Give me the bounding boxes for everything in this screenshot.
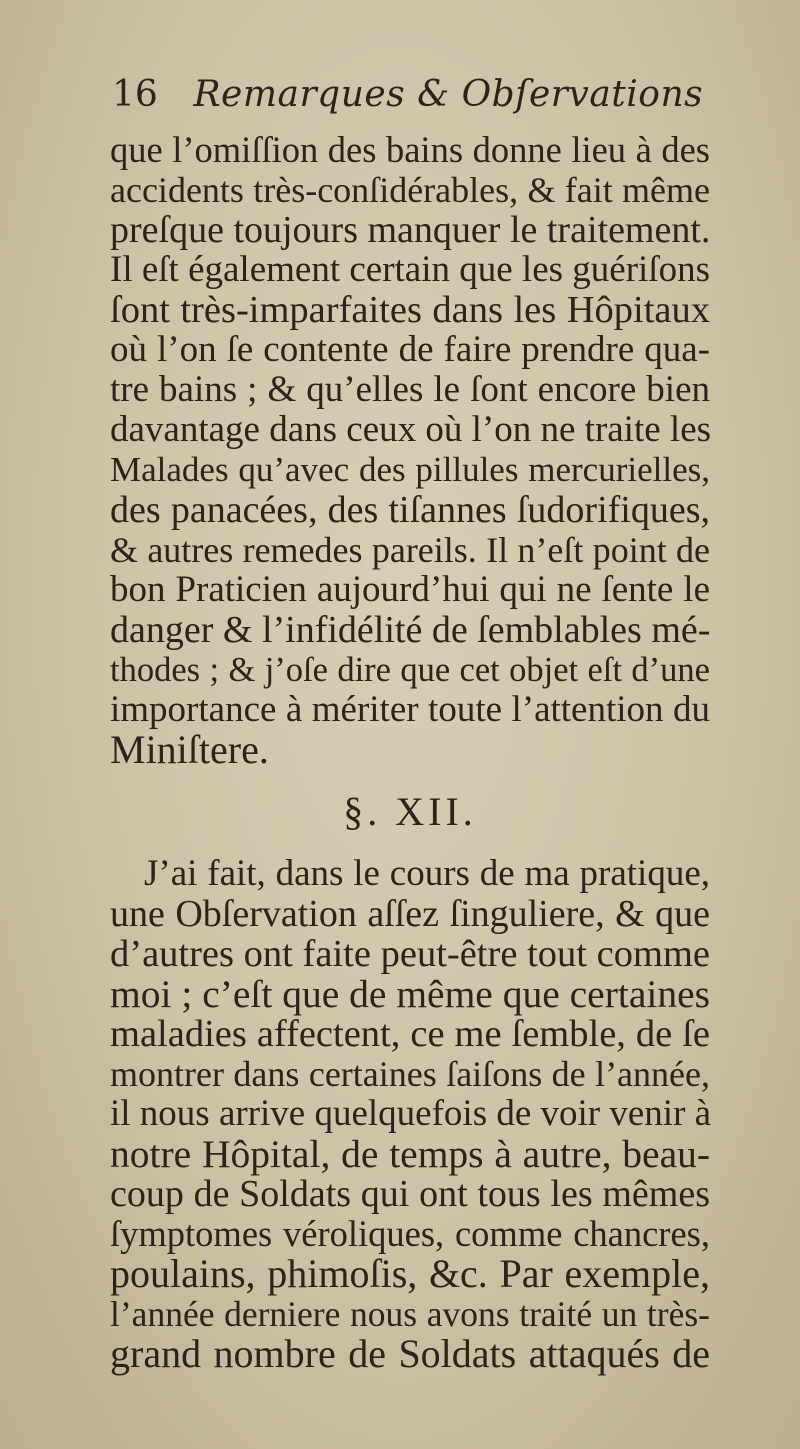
- text-line: maladies affectent, ce me ſemble, de ſe: [110, 1013, 710, 1055]
- page-number: 16: [112, 74, 158, 115]
- text-line: il nous arrive quelquefois de voir venir à: [110, 1093, 712, 1134]
- text-line: l’année derniere nous avons traité un très-: [110, 1294, 710, 1334]
- text-line: moi ; c’eſt que de même que certaines: [110, 972, 710, 1016]
- text-line: Il eſt également certain que les guériſons: [110, 249, 710, 290]
- text-line: des panacées, des tiſannes ſudorifiques,: [110, 489, 710, 531]
- text-line: une Obſervation aſſez ſinguliere, & que: [110, 893, 710, 935]
- text-line: coup de Soldats qui ont tous les mêmes: [110, 1173, 710, 1215]
- text-line: J’ai fait, dans le cours de ma pratique,: [144, 853, 710, 894]
- text-line: davantage dans ceux où l’on ne traite les: [110, 409, 712, 450]
- main-text: [110, 130, 710, 1374]
- text-line: notre Hôpital, de temps à autre, beau-: [110, 1132, 710, 1176]
- text-line: accidents très-conſidérables, & fait même: [110, 170, 710, 210]
- text-line: où l’on ſe contente de faire prendre qua-: [110, 329, 710, 370]
- text-line: d’autres ont faite peut-être tout comme: [110, 933, 710, 975]
- text-line: importance à mériter toute l’attention du: [110, 689, 710, 730]
- text-line: tre bains ; & qu’elles le ſont encore bien: [110, 369, 710, 410]
- text-line: bon Praticien aujourd’hui qui ne ſente le: [110, 569, 710, 610]
- text-line: montrer dans certaines ſaiſons de l’année,: [110, 1054, 710, 1094]
- running-head: Remarques & Obſervations: [193, 74, 704, 115]
- section-heading: §. XII.: [343, 789, 477, 834]
- text-line: & autres remedes pareils. Il n’eſt point de: [110, 530, 710, 570]
- page-header: [112, 70, 732, 120]
- text-line: danger & l’infidélité de ſemblables mé-: [110, 609, 711, 651]
- text-line: preſque toujours manquer le traitement.: [110, 209, 711, 251]
- text-line: ſymptomes véroliques, comme chancres,: [110, 1213, 710, 1254]
- text-line: Malades qu’avec des pillules mercurielles,: [110, 450, 710, 489]
- text-line: Miniſtere.: [110, 727, 269, 772]
- text-line: grand nombre de Soldats attaqués de: [110, 1331, 710, 1376]
- text-line: ſont très-imparfaites dans les Hôpitaux: [110, 289, 710, 331]
- text-line: poulains, phimoſis, &c. Par exemple,: [110, 1251, 710, 1296]
- text-line: que l’omiſſion des bains donne lieu à des: [110, 129, 710, 170]
- text-line: thodes ; & j’oſe dire que cet objet eſt d’une: [110, 651, 710, 689]
